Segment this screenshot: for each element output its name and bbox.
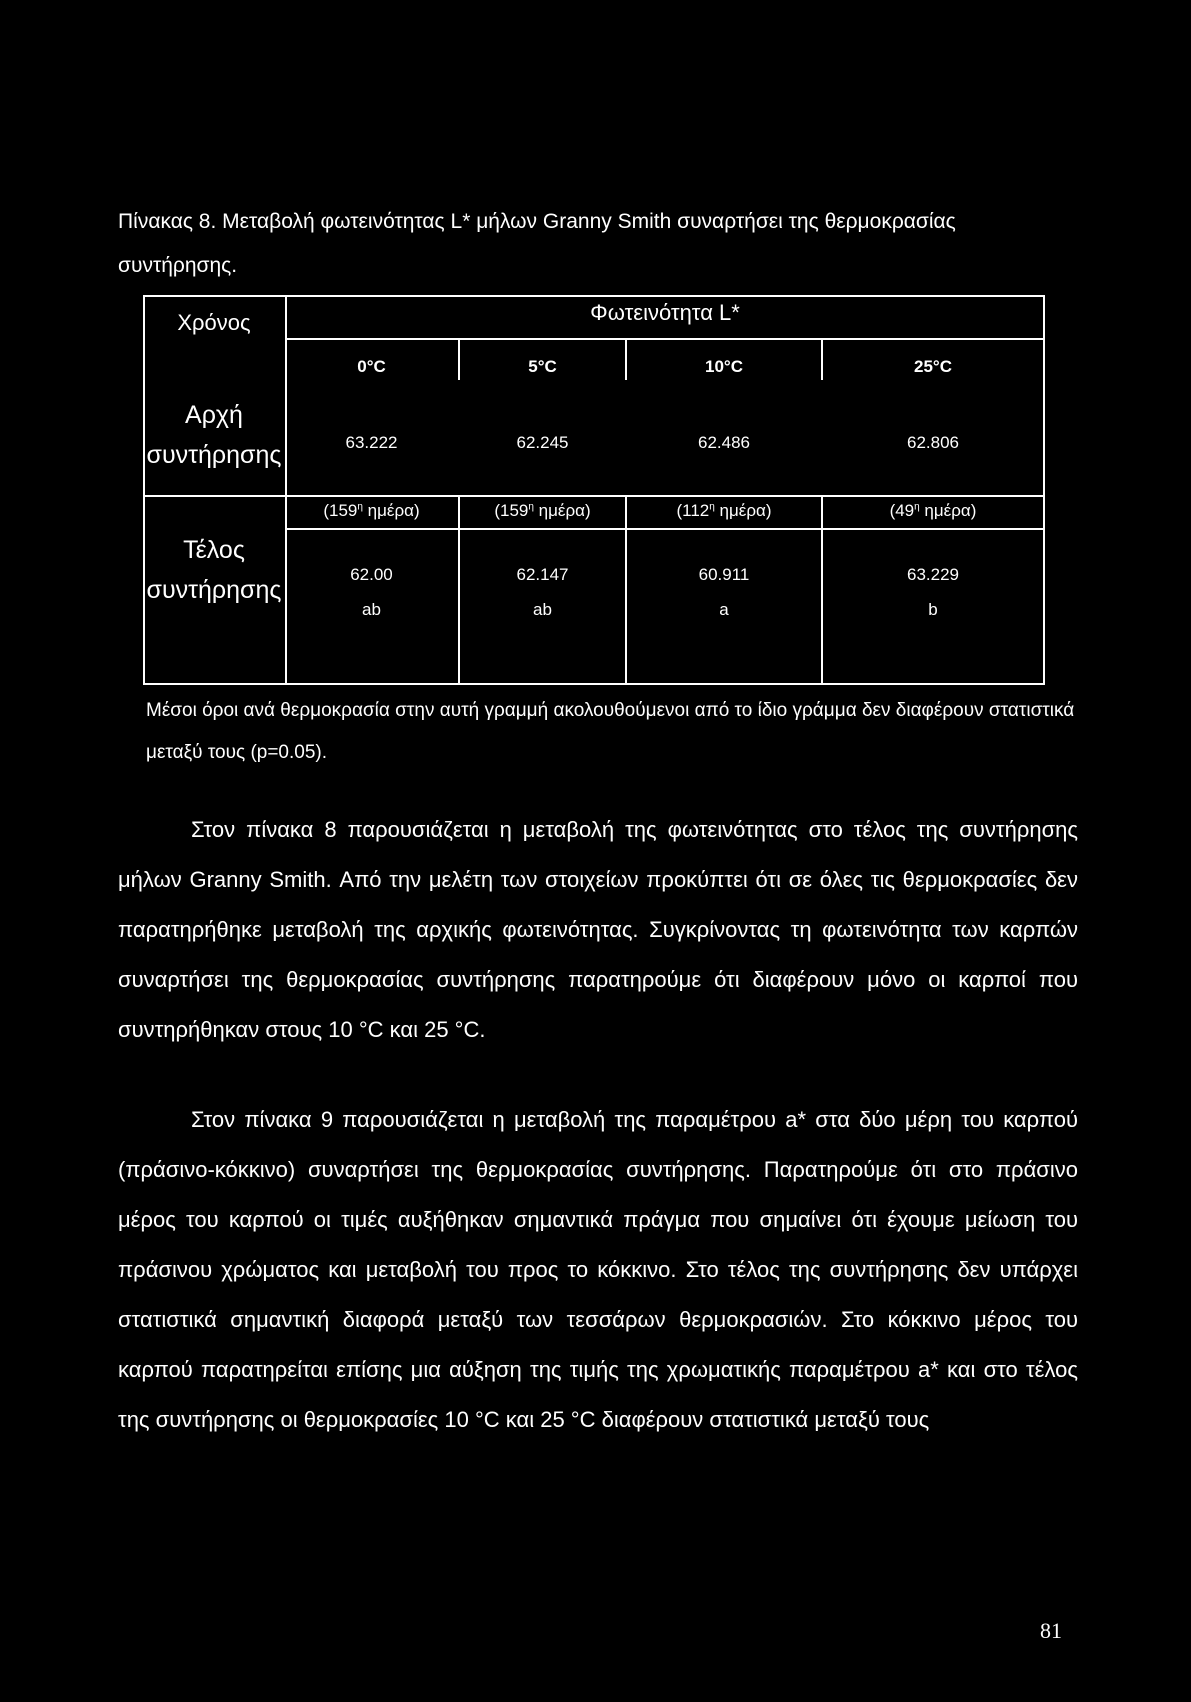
paragraph-1-text: Στον πίνακα 8 παρουσιάζεται η μεταβολή της φωτεινότητας στο τέλος της συντήρησης μήλων Granny Smith. Από την μελέτη των στοιχείων προκύπτει ότι σε όλες τις θερμοκρασίες δεν παρατηρήθηκε μεταβολή της αρχικής φωτεινότητας. Συγκρίνοντας τη φωτεινότητα των καρπών συναρτήσει της θερμοκρασίας συντήρησης παρατηρούμε ότι διαφέρουν μόνο οι καρποί που συντηρήθηκαν στους 10 °C και 25 °C.	[118, 817, 1078, 1042]
row-label-start: Αρχή συντήρησης	[146, 401, 282, 469]
end-day-5c: ($159^\eta$ ημέρα)	[494, 501, 591, 520]
paragraph-2-text: Στον πίνακα 9 παρουσιάζεται η μεταβολή της παραμέτρου a* στα δύο μέρη του καρπού (πράσινο-κόκκινο) συναρτήσει της θερμοκρασίας συντήρησης. Παρατηρούμε ότι στο πράσινο μέρος του καρπού οι τιμές αυξήθηκαν σημαντικά πράγμα που σημαίνει ότι έχουμε μείωση του πράσινου χρώματος και μεταβολή του προς το κόκκινο. Στο τέλος της συντήρησης δεν υπάρχει στατιστικά σημαντική διαφορά μεταξύ των τεσσάρων θερμοκρασιών. Στο κόκκινο μέρος του καρπού παρατηρείται επίσης μια αύξηση της τιμής της χρωματικής παραμέτρου a* και στο τέλος της συντήρησης οι θερμοκρασίες 10 °C και 25 °C διαφέρουν στατιστικά μεταξύ τους	[118, 1107, 1078, 1432]
start-value-10c: 62.486	[698, 433, 750, 452]
table-caption: Πίνακας 8. Μεταβολή φωτεινότητας L* μήλων Granny Smith συναρτήσει της θερμοκρασίας συντήρησης.	[118, 210, 956, 277]
start-value-25c: 62.806	[907, 433, 959, 452]
paragraph-2	[118, 1095, 1078, 1445]
table-border-left	[143, 295, 145, 685]
paragraph-1	[118, 805, 1078, 1055]
row-header-divider	[285, 295, 287, 685]
end-letter-0c: ab	[362, 600, 381, 619]
table-border-right	[1043, 295, 1045, 685]
col-divider-2-bottom	[625, 495, 627, 685]
end-day-10c: ($112^\eta$ ημέρα)	[676, 501, 772, 520]
table-border-top	[143, 295, 1045, 297]
end-letter-25c: b	[928, 600, 938, 619]
temp-header-0c: 0°C	[357, 357, 386, 376]
page-number: 81	[1040, 1618, 1062, 1643]
start-value-5c: 62.245	[516, 433, 569, 452]
luminance-table	[143, 295, 1047, 685]
table-footnote: Μέσοι όροι ανά θερμοκρασία στην αυτή γραμμή ακολουθούμενοι από το ίδιο γράμμα δεν διαφέρουν στατιστικά μεταξύ τους (p=0.05).	[146, 700, 1075, 763]
temp-header-5c: 5°C	[528, 357, 557, 376]
days-row-divider	[285, 528, 1045, 530]
end-value-10c: 60.911	[698, 565, 750, 584]
temp-header-10c: 10°C	[705, 357, 743, 376]
temp-header-25c: 25°C	[914, 357, 952, 376]
end-letter-5c: ab	[533, 600, 552, 619]
row-label-end: Τέλος συντήρησης	[146, 536, 282, 604]
col-divider-3-bottom	[821, 495, 823, 685]
end-letter-10c: a	[719, 600, 729, 619]
row-header-time: Χρόνος	[177, 310, 251, 335]
end-value-5c: 62.147	[516, 565, 569, 584]
end-day-0c: ($159^\eta$ ημέρα)	[323, 501, 420, 520]
group-header-divider	[285, 338, 1045, 340]
group-header-luminance: Φωτεινότητα L*	[590, 300, 740, 325]
col-divider-1-bottom	[458, 495, 460, 685]
start-value-0c: 63.222	[345, 433, 398, 452]
end-value-0c: 62.00	[350, 565, 393, 584]
table-border-bottom	[143, 683, 1045, 685]
row-divider-start-end	[143, 495, 1045, 497]
end-day-25c: ($49^\eta$ ημέρα)	[889, 501, 977, 520]
end-value-25c: 63.229	[907, 565, 959, 584]
